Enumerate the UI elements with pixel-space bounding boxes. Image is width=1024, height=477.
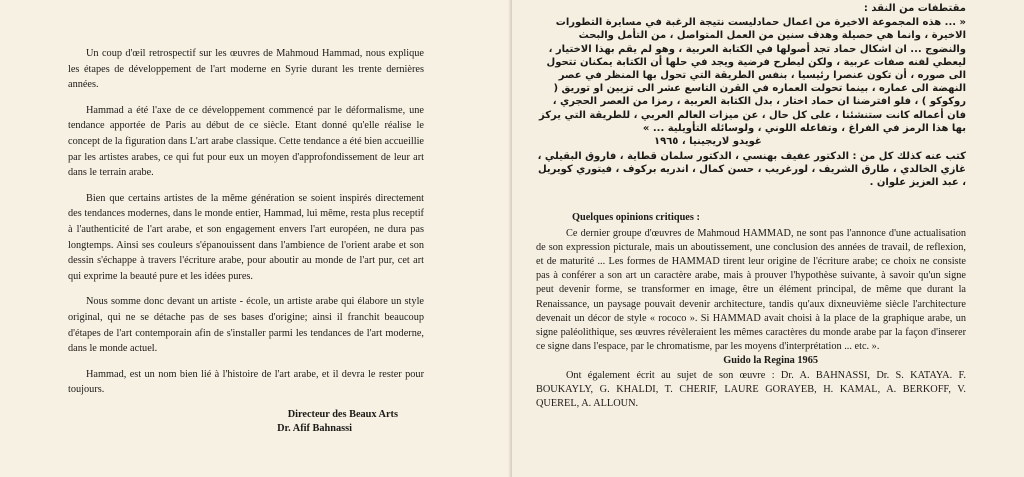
arabic-title: مقتطفات من النقد : bbox=[863, 3, 966, 14]
left-paragraph-5: Hammad, est un nom bien lié à l'histoire de l'art arabe, et il devra le rester pour toujours. bbox=[68, 368, 424, 396]
french-also: Ont également écrit au sujet de son œuvre : Dr. A. BAHNASSI, Dr. S. KATAYA. F. BOUKAYLY, G. KHALDI, T. CHERIF, LAURE GORAYEB, H. KAMAL, A. BERKOFF, V. QUEREL, A. ALLOUN. bbox=[536, 369, 966, 410]
left-text-column bbox=[68, 46, 424, 436]
left-paragraph-1: Un coup d'œil retrospectif sur les œuvres de Mahmoud Hammad, nous explique les étapes de développement de l'art moderne en Syrie durant les trente dernières années. bbox=[68, 48, 424, 91]
arabic-quote: « ... هذه المجموعة الاخيرة من اعمال حمادليست نتيجة الرغبة في مسايرة التطورات الاخيرة ، وانما هي حصيلة وهدف سنين من العمل المتواصل ، من التأمل والبحث والنضوج ... ان اشكال حماد تجد أصولها في الكتابة العربية ، وهو لم يقم بهذا الاختيار ، ليعطي لفنه صفات عربية ، ولكن ليطرح فرضية ويجد في حلها أن الكتابة يمكنان تتحول الى صوره ، أن تكون عنصرا رئيسيا ، بنفس الطريقة التي تحول بها المنظر في عصر النهضة الى عماره ، بينما تحولت العماره في القرن التاسع عشر الى تزيين او توريق ( روكوكو ) ، فلو افترضنا ان حماد اختار ، بدل الكتابة العربية ، رمزا من العصر الحجري ، فان أعماله كانت ستنشئنا ، على كل حال ، عن ميزات العالم العربي ، للطريقة التي يركز بها هذا الرمز في الفراغ ، وتفاعله اللوني ، ولوسائله التأويلية ... » bbox=[539, 17, 966, 134]
left-paragraph-3: Bien que certains artistes de la même génération se soient inspirés directement des tendances modernes, dans le monde entier, Hammad, lui même, resta plus receptif à l'authenticité de l'art arabe, et son engagement envers l'art européen, ne dura pas longtemps. Ainsi ses couleurs s'épanouissent dans l'ambience de l'orient arabe et son dessin s'échappe à travers l'écriture arabe, pour aboutir au monde de l'art pur, cet art qui exprime la beauté pure et les idées pures. bbox=[68, 192, 424, 282]
french-section bbox=[536, 227, 966, 412]
signature-title: Directeur des Beaux Arts bbox=[287, 408, 398, 420]
french-title: Quelques opinions critiques : bbox=[572, 211, 700, 223]
signature-block bbox=[68, 408, 424, 436]
left-paragraph-4: Nous somme donc devant un artiste - école, un artiste arabe qui élabore un style original, qui ne se détache pas de ses bases d'origine; ainsi il franchit beaucoup d'étapes de l'art contemporain afin de s'installer parmi les tendances de l'art moderne, dans le monde actuel. bbox=[68, 296, 424, 355]
arabic-section bbox=[536, 2, 966, 135]
arabic-writers: كتب عنه كذلك كل من : الدكتور عفيف بهنسي ، الدكتور سلمان قطاية ، فاروق البقيلي ، غازي الخالدي ، طارق الشريف ، لورغريب ، حسن كمال ، اندريه بركوف ، فيتوري كويريل ، عبد العزيز علوان . bbox=[537, 151, 966, 189]
left-paragraph-2: Hammad a été l'axe de ce développement commencé par le déformalisme, une tendance apportée de Paris au début de ce siècle. Etant donné qu'elle réalise le concept de la figuration dans L'art arabe classique. Cette tendance a été bien accueillie par les artistes arabes, ce qui fut pour eux un moyen d'approfondissement de leur art dans le terrain arabe. bbox=[68, 104, 424, 179]
right-text-column bbox=[536, 2, 966, 411]
french-quote: Ce dernier groupe d'œuvres de Mahmoud HAMMAD, ne sont pas l'annonce d'une actualisation de son expression picturale, mais un aboutissement, une conclusion des années de travail, de reflexion, et de maturité ... Les formes de HAMMAD tirent leur origine de l'écriture arabe; ce choix ne consiste pas à conférer a son art un caractère arabe, mais à prouver l'hypothèse suivante, à savoir qu'un signe peut devenir forme, se transformer en image, être un élément principal, de même que durant la Renaissance, un paysage pouvait devenir architecture, tandis qu'aux dixneuvième siècle l'architecture devenait un décor de style « rococo ». Si HAMMAD avait choisi à la place de la graphique arabe, un signe paléolithique, ses œuvres révèleraient les mêmes caractères du monde arabe par la façon d'inserer ce signe dans l'espace, par le chromatisme, par les moyens d'interprétation ... etc. ». bbox=[536, 227, 966, 353]
signature-name: Dr. Afif Bahnassi bbox=[277, 422, 352, 434]
french-source: Guido la Regina 1965 bbox=[723, 355, 818, 367]
arabic-date: غويدو لاريجينيا ، ١٩٦٥ bbox=[654, 136, 762, 148]
